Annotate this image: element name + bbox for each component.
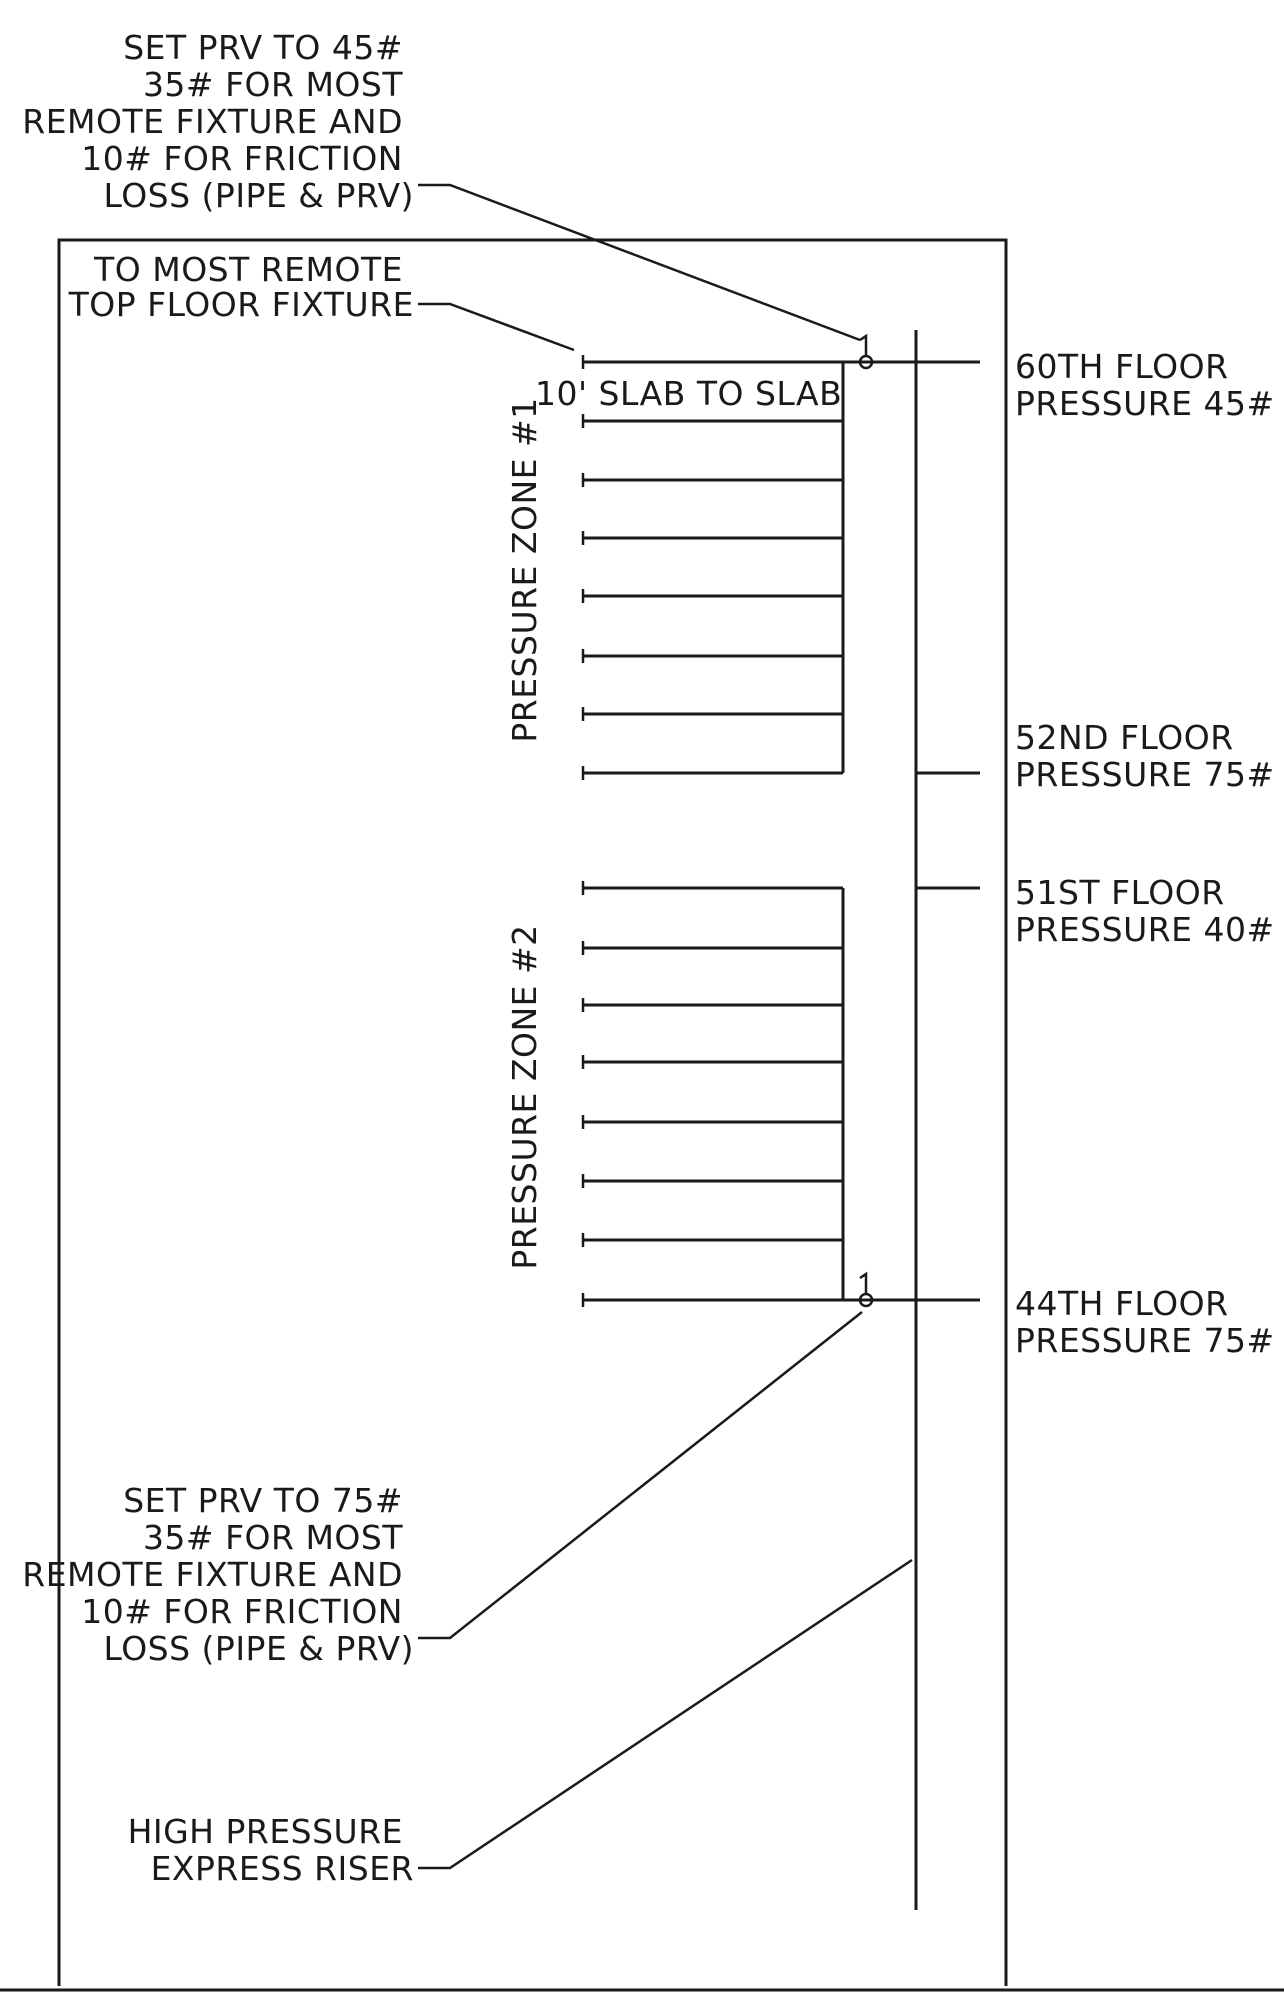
- zone-1-label: PRESSURE ZONE #1: [505, 397, 544, 743]
- zone-2-label: PRESSURE ZONE #2: [505, 924, 544, 1270]
- floor-52-label: 52ND FLOOR PRESSURE 75#: [1015, 718, 1275, 794]
- zone-2-piping: [583, 881, 980, 1307]
- leader-lines: [418, 185, 912, 1868]
- building-outline: [0, 240, 1284, 1990]
- floor-60-label: 60TH FLOOR PRESSURE 45#: [1015, 347, 1275, 423]
- note-prv-top: SET PRV TO 45# 35# FOR MOST REMOTE FIXTURE AND 10# FOR FRICTION LOSS (PIPE & PRV): [22, 28, 414, 215]
- slab-label: 10' SLAB TO SLAB: [535, 374, 843, 413]
- note-express-riser: HIGH PRESSURE EXPRESS RISER: [127, 1812, 414, 1888]
- floor-44-label: 44TH FLOOR PRESSURE 75#: [1015, 1284, 1275, 1360]
- note-prv-bottom: SET PRV TO 75# 35# FOR MOST REMOTE FIXTURE AND 10# FOR FRICTION LOSS (PIPE & PRV): [22, 1481, 414, 1668]
- floor-51-label: 51ST FLOOR PRESSURE 40#: [1015, 873, 1275, 949]
- note-remote-fixture: TO MOST REMOTE TOP FLOOR FIXTURE: [68, 250, 414, 324]
- zone-1-piping: [583, 355, 980, 780]
